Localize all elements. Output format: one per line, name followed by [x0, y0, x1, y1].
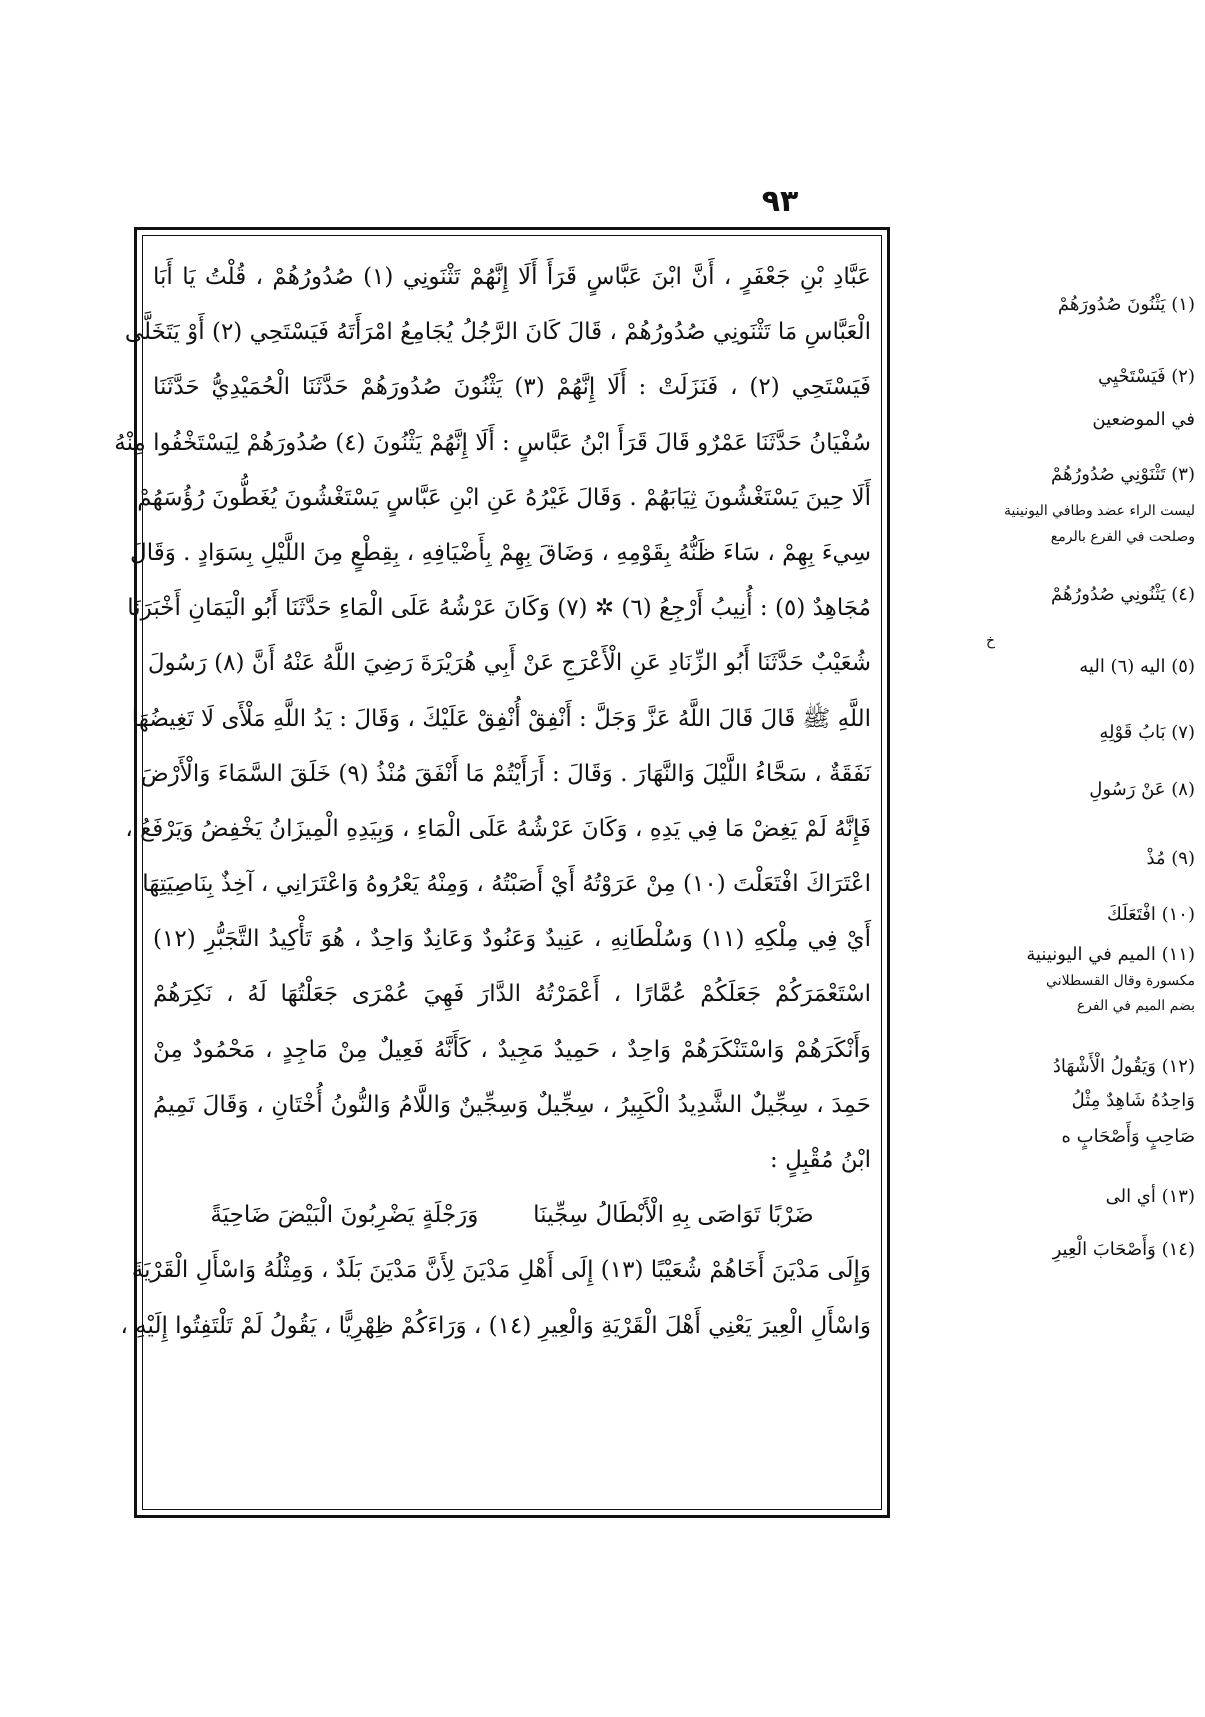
margin-note: وصلحت في الفرع بالرمع	[1050, 529, 1195, 545]
margin-note: (١٤) وَأَصْحَابَ الْعِيرِ	[1052, 1239, 1195, 1260]
verse-first-hemistich: وَرَجْلَةٍ يَضْرِبُونَ الْبَيْضَ ضَاحِيَةً	[210, 1202, 479, 1229]
margin-note: (٤) يَثْنُونِي صُدُورُهُمْ	[1051, 584, 1195, 605]
main-text-frame	[114, 227, 890, 1518]
text-line: شُعَيْبٌ حَدَّثَنَا أَبُو الزِّنَادِ عَنِ الْأَعْرَجِ عَنْ أَبِي هُرَيْرَةَ رَضِيَ اللَّهُ عَنْهُ أَنَّ (٨) رَسُولَ	[147, 650, 871, 677]
margin-note: (٨) عَنْ رَسُولِ	[1089, 779, 1195, 800]
text-line: وَأَنْكَرَهُمْ وَاسْتَنْكَرَهُمْ وَاحِدٌ ، حَمِيدٌ مَجِيدٌ ، كَأَنَّهُ فَعِيلٌ مِنْ مَاجِدٍ ، مَحْمُودٌ مِنْ	[153, 1036, 871, 1063]
text-line: وَإِلَى مَدْيَنَ أَخَاهُمْ شُعَيْبًا (١٣) إِلَى أَهْلِ مَدْيَنَ لِأَنَّ مَدْيَنَ بَلَدٌ ، وَمِثْلُهُ وَاسْأَلِ الْقَرْيَةَ	[131, 1257, 871, 1284]
margin-note: ليست الراء عضد وطافي اليونينية	[1004, 503, 1195, 519]
text-line: اللَّهِ ﷺ قَالَ قَالَ اللَّهُ عَزَّ وَجَلَّ : أَنْفِقْ أُنْفِقْ عَلَيْكَ ، وَقَالَ : يَدُ اللَّهِ مَلْأَى لَا تَغِيضُهَا	[131, 705, 871, 732]
text-line: نَفَقَةٌ ، سَحَّاءُ اللَّيْلَ وَالنَّهَارَ . وَقَالَ : أَرَأَيْتُمْ مَا أَنْفَقَ مُنْذُ (٩) خَلَقَ السَّمَاءَ وَالْأَرْضَ	[140, 760, 871, 787]
text-line: أَيْ فِي مِلْكِهِ (١١) وَسُلْطَانِهِ ، عَنِيدٌ وَعَنُودٌ وَعَانِدٌ وَاحِدٌ ، هُوَ تَأْكِيدُ التَّجَبُّرِ (١٢)	[153, 926, 872, 953]
margin-note: (٩) مُذْ	[1146, 848, 1195, 869]
text-line: عَبَّادِ بْنِ جَعْفَرٍ ، أَنَّ ابْنَ عَبَّاسٍ قَرَأَ أَلَا إِنَّهُمْ تَثْنَونِي (١) صُدُورُهُمْ ، قُلْتُ يَا أَبَا	[153, 264, 871, 290]
margin-note: (٣) تَثْنَوْنِي صُدُورُهُمْ	[1051, 464, 1195, 485]
margin-note: مكسورة وقال القسطلاني	[1046, 973, 1195, 989]
margin-note: (٢) فَيَسْتَحْيِي	[1097, 366, 1195, 387]
text-line-short: ابْنُ مُقْبِلٍ :	[770, 1147, 871, 1173]
text-line: سُفْيَانُ حَدَّثَنَا عَمْرٌو قَالَ قَرَأَ ابْنُ عَبَّاسٍ : أَلَا إِنَّهُمْ يَثْنُونَ (٤) صُدُورَهُمْ لِيَسْتَخْفُوا مِنْهُ	[114, 429, 871, 456]
verse-second-hemistich: ضَرْبًا تَوَاصَى بِهِ الْأَبْطَالُ سِجِّينَا	[533, 1202, 814, 1229]
margin-note: خ	[985, 633, 995, 649]
margin-note: بضم الميم في الفرع	[1076, 998, 1195, 1014]
poetry-verse	[153, 1188, 871, 1243]
text-line: فَيَسْتَحِي (٢) ، فَنَزَلَتْ : أَلَا إِنَّهُمْ (٣) يَثْنُونَ صُدُورَهُمْ حَدَّثَنَا الْحُمَيْدِيُّ حَدَّثَنَا	[153, 374, 871, 401]
margin-note: (١) يَثْنُونَ صُدُورَهُمْ	[1057, 294, 1195, 315]
margin-note: صَاحِبٍ وَأَصْحَابٍ ه	[1061, 1126, 1195, 1147]
margin-note: (١٢) وَيَقُولُ الْأَشْهَادُ	[1052, 1056, 1195, 1077]
margin-note: (١١) الميم في اليونينية	[1026, 944, 1195, 965]
margin-note: في الموضعين	[1092, 409, 1195, 430]
margin-note: (٧) بَابُ قَوْلِهِ	[1099, 722, 1195, 743]
text-line: سِيءَ بِهِمْ ، سَاءَ ظَنُّهُ بِقَوْمِهِ ، وَضَاقَ بِهِمْ بِأَضْيَافِهِ ، بِقِطْعٍ مِنَ اللَّيْلِ بِسَوَادٍ . وَقَالَ	[130, 539, 871, 566]
text-line: الْعَبَّاسِ مَا تَثْنَونِي صُدُورُهُمْ ، قَالَ كَانَ الرَّجُلُ يُجَامِعُ امْرَأَتَهُ فَيَسْتَحِي (٢) أَوْ يَتَخَلَّى	[124, 319, 871, 346]
page-number: ٩٣	[761, 184, 799, 219]
text-line: اعْتَرَاكَ افْتَعَلْتَ (١٠) مِنْ عَرَوْتُهُ أَيْ أَصَبْتُهُ ، وَمِنْهُ يَعْرُوهُ وَاعْتَرَانِي ، آخِذٌ بِنَاصِيَتِهَا	[142, 871, 871, 898]
text-line: حَمِدَ ، سِجِّيلٌ الشَّدِيدُ الْكَبِيرُ ، سِجِّيلٌ وَسِجِّينٌ وَاللَّامُ وَالنُّونُ أُخْتَانِ ، وَقَالَ تَمِيمُ	[153, 1091, 871, 1118]
text-line: فَإِنَّهُ لَمْ يَغِضْ مَا فِي يَدِهِ ، وَكَانَ عَرْشُهُ عَلَى الْمَاءِ ، وَبِيَدِهِ الْمِيزَانُ يَخْفِضُ وَيَرْفَعُ ،	[125, 815, 871, 842]
main-text-block	[114, 250, 872, 1354]
text-line: وَاسْأَلِ الْعِيرَ يَعْنِي أَهْلَ الْقَرْيَةِ وَالْعِيرِ (١٤) ، وَرَاءَكُمْ ظِهْرِيًّا ، يَقُولُ لَمْ تَلْتَفِتُوا إِلَيْهِ ،	[120, 1312, 871, 1339]
margin-note: (٥) اليه (٦) اليه	[1079, 656, 1195, 677]
margin-note: (١٣) أي الى	[1105, 1186, 1195, 1207]
margin-note: (١٠) افْتَعَلَكَ	[1107, 904, 1195, 925]
text-line: أَلَا حِينَ يَسْتَغْشُونَ ثِيَابَهُمْ . وَقَالَ غَيْرُهُ عَنِ ابْنِ عَبَّاسٍ يَسْتَغْشُونَ يُغَطُّونَ رُؤُسَهُمْ	[137, 484, 871, 511]
text-line: اسْتَعْمَرَكُمْ جَعَلَكُمْ عُمَّارًا ، أَعْمَرْتُهُ الدَّارَ فَهِيَ عُمْرَى جَعَلْتُهَا لَهُ ، نَكِرَهُمْ	[153, 981, 871, 1008]
text-line: مُجَاهِدٌ (٥) : أُنِيبُ أَرْجِعُ (٦) ✲ (٧) وَكَانَ عَرْشُهُ عَلَى الْمَاءِ حَدَّثَنَا أَبُو الْيَمَانِ أَخْبَرَنَا	[127, 595, 871, 622]
margin-note: وَاحِدُهُ شَاهِدٌ مِثْلُ	[1071, 1090, 1195, 1111]
